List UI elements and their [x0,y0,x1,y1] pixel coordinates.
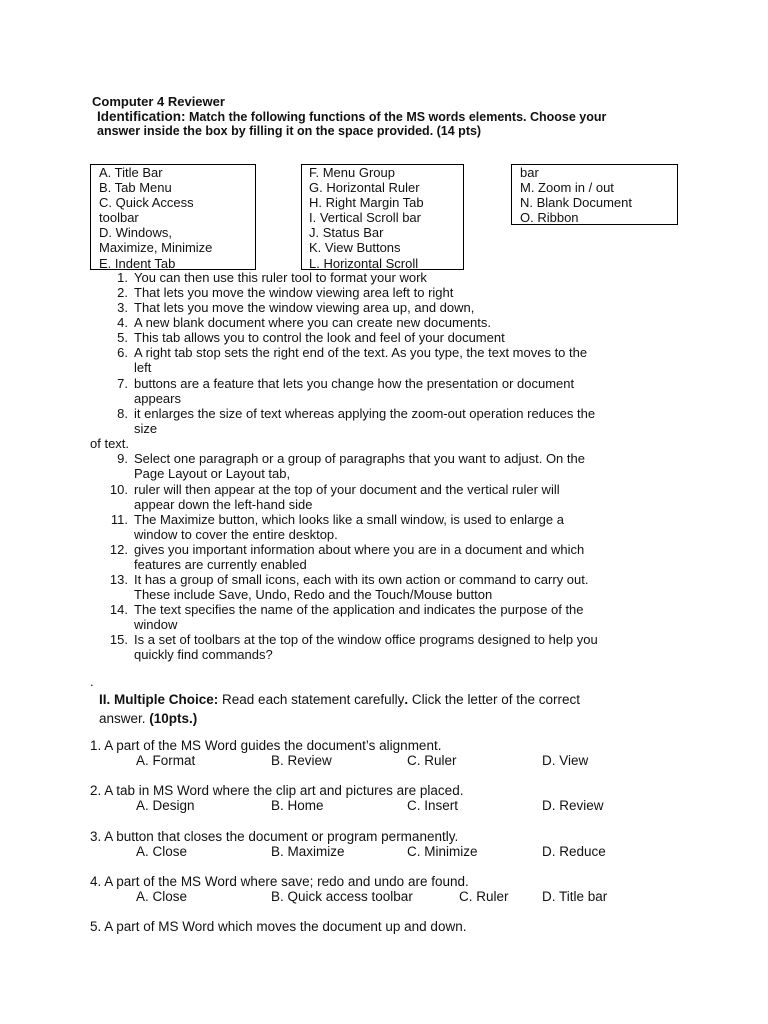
choice-item: C. Quick Access [99,195,194,211]
mc-option[interactable]: D. View [542,753,589,768]
item-number: 2. [117,285,128,300]
item-number: 1. [117,270,128,285]
multiple-choice-line2: answer. [99,711,146,726]
mc-option[interactable]: B. Maximize [271,844,345,859]
choice-box-1 [90,164,256,270]
mc-option[interactable]: D. Title bar [542,889,608,904]
multiple-choice-heading-line2 [99,711,197,726]
multiple-choice-instruction-b: Click the letter of the correct [411,692,580,707]
item-number: 4. [117,315,128,330]
mc-option[interactable]: B. Home [271,798,324,813]
item-number: 5. [117,330,128,345]
mc-option[interactable]: D. Reduce [542,844,606,859]
choice-box-2 [301,164,464,270]
item-text: it enlarges the size of text whereas applying the zoom-out operation reduces the [134,406,596,421]
item-text-cont: appear down the left-hand side [134,497,313,512]
mc-option[interactable]: C. Minimize [407,844,478,859]
item-text-cont: features are currently enabled [134,557,307,572]
choice-item: toolbar [99,210,139,226]
identification-instruction [97,109,606,124]
item-text: The text specifies the name of the application and indicates the purpose of the [134,602,584,617]
choice-item: L. Horizontal Scroll [309,255,419,271]
item-number: 14. [109,602,128,617]
item-text: That lets you move the window viewing area left to right [134,285,454,300]
item-text-cont: size [134,421,158,436]
choice-item: G. Horizontal Ruler [309,180,420,196]
mc-option[interactable]: D. Review [542,798,604,813]
mc-option[interactable]: A. Close [136,844,188,859]
item-text: This tab allows you to control the look and feel of your document [134,330,505,345]
choice-item: Maximize, Minimize [99,240,213,256]
page-title: Computer 4 Reviewer [92,94,225,109]
item-number: 6. [117,345,128,360]
choice-item: A. Title Bar [99,165,163,180]
choice-item: J. Status Bar [309,225,384,241]
item-text: buttons are a feature that lets you change how the presentation or document [134,376,575,391]
item-text: That lets you move the window viewing area up, and down, [134,300,475,315]
item-number: 3. [117,300,128,315]
stray-dot: . [90,674,94,689]
item-text: A right tab stop sets the right end of the text. As you type, the text moves to the [134,345,588,360]
item-text-cont: These include Save, Undo, Redo and the Touch/Mouse button [134,587,493,602]
mc-option[interactable]: A. Format [136,753,196,768]
item-number: 12. [109,542,128,557]
mc-option[interactable]: C. Insert [407,798,459,813]
item-text: Is a set of toolbars at the top of the window office programs designed to help you [134,632,598,647]
mc-question-5: 5. A part of MS Word which moves the document up and down. [90,919,467,934]
item-text: You can then use this ruler tool to format your work [134,270,427,285]
identification-line1: Match the following functions of the MS words elements. Choose your [188,110,607,124]
mc-option[interactable]: B. Review [271,753,332,768]
item-text: ruler will then appear at the top of your document and the vertical ruler will [134,482,560,497]
item-number: 9. [117,451,128,466]
item-text: gives you important information about where you are in a document and which [134,542,585,557]
item-number: 10. [109,482,128,497]
choice-item: F. Menu Group [309,165,395,180]
multiple-choice-heading [99,692,580,707]
item-8-continuation: of text. [90,436,130,451]
identification-label: Identification: [97,109,186,124]
choice-item: M. Zoom in / out [520,180,614,196]
multiple-choice-dot: . [404,692,409,707]
multiple-choice-label: II. Multiple Choice: [99,692,219,707]
item-number: 7. [117,376,128,391]
choice-item: I. Vertical Scroll bar [309,210,421,226]
item-number: 13. [109,572,128,587]
mc-option[interactable]: C. Ruler [459,889,509,904]
mc-question-4: 4. A part of the MS Word where save; redo and undo are found. [90,874,469,889]
mc-question-2: 2. A tab in MS Word where the clip art and pictures are placed. [90,783,464,798]
multiple-choice-instruction-a: Read each statement carefully [222,692,405,707]
mc-question-1: 1. A part of the MS Word guides the document’s alignment. [90,738,442,753]
item-text-cont: quickly find commands? [134,647,273,662]
mc-option[interactable]: A. Design [136,798,195,813]
item-text: It has a group of small icons, each with its own action or command to carry out. [134,572,589,587]
choice-item: E. Indent Tab [99,255,176,271]
mc-option[interactable]: C. Ruler [407,753,457,768]
mc-question-3: 3. A button that closes the document or program permanently. [90,829,459,844]
item-text: The Maximize button, which looks like a small window, is used to enlarge a [134,512,564,527]
choice-item: K. View Buttons [309,240,401,256]
choice-item: N. Blank Document [520,195,632,211]
mc-option[interactable]: A. Close [136,889,188,904]
item-text-cont: Page Layout or Layout tab, [134,466,291,481]
mc-option[interactable]: B. Quick access toolbar [271,889,413,904]
item-text: Select one paragraph or a group of paragraphs that you want to adjust. On the [134,451,585,466]
choice-item: B. Tab Menu [99,180,172,196]
item-number: 15. [109,632,128,647]
multiple-choice-points: (10pts.) [149,711,198,726]
choice-item: O. Ribbon [520,210,579,226]
choice-item: bar [520,165,539,180]
item-number: 8. [117,406,128,421]
choice-item: H. Right Margin Tab [309,195,424,211]
item-number: 11. [110,512,128,527]
item-text-cont: appears [134,391,181,406]
choice-box-3 [511,164,678,225]
choice-item: D. Windows, [99,225,172,241]
identification-line2: answer inside the box by filling it on the space provided. (14 pts) [97,124,482,138]
item-text-cont: window [134,617,178,632]
item-text: A new blank document where you can create new documents. [134,315,491,330]
item-text-cont: window to cover the entire desktop. [134,527,338,542]
item-text-cont: left [134,360,152,375]
